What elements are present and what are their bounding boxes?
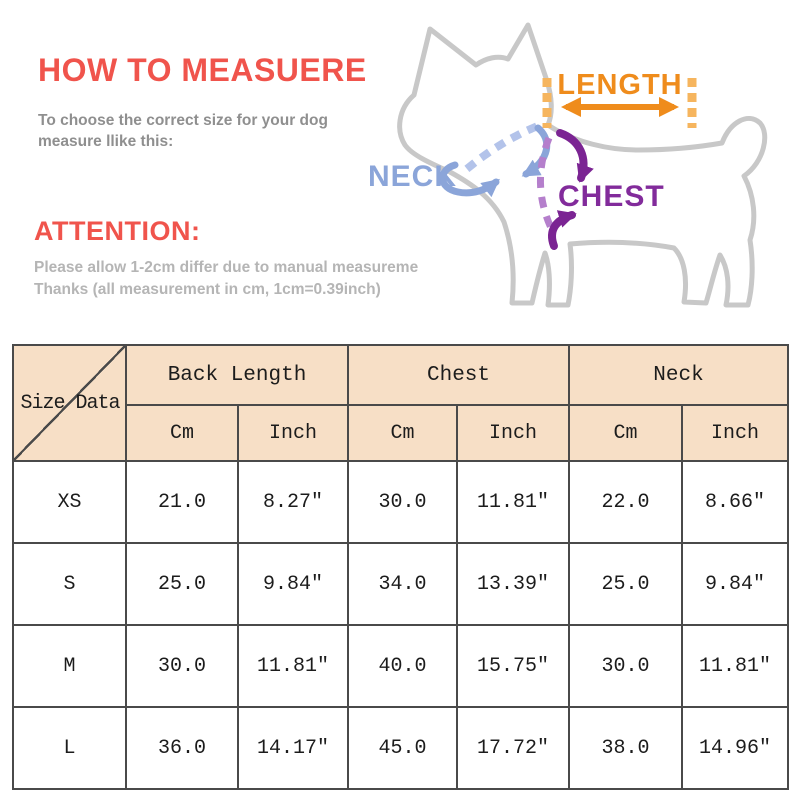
- size-cell: 22.0: [569, 461, 682, 543]
- size-cell: 38.0: [569, 707, 682, 789]
- measurement-diagram: [0, 0, 800, 340]
- neck-label: NECK: [368, 160, 458, 193]
- size-cell: 14.17″: [238, 707, 348, 789]
- attention-note-line2: Thanks (all measurement in cm, 1cm=0.39inch): [34, 281, 381, 298]
- col-group-chest: Chest: [348, 345, 569, 405]
- size-cell: 30.0: [569, 625, 682, 707]
- size-row-s: [13, 543, 788, 625]
- size-cell: 30.0: [126, 625, 238, 707]
- size-table-corner-label: Size Data: [20, 391, 120, 415]
- attention-note-line1: Please allow 1-2cm differ due to manual measureme: [34, 259, 419, 276]
- size-row-l: [13, 707, 788, 789]
- size-cell: 11.81″: [238, 625, 348, 707]
- unit-header-neck-cm: Cm: [569, 405, 682, 461]
- unit-header-chest-inch: Inch: [457, 405, 569, 461]
- chest-label: CHEST: [558, 180, 665, 213]
- size-cell: 36.0: [126, 707, 238, 789]
- size-cell: 45.0: [348, 707, 457, 789]
- size-table-corner: [13, 345, 126, 461]
- size-cell: 34.0: [348, 543, 457, 625]
- attention-title: ATTENTION:: [34, 216, 201, 246]
- size-label: L: [13, 707, 126, 789]
- intro-text-line2: measure llike this:: [38, 133, 174, 150]
- col-group-neck: Neck: [569, 345, 788, 405]
- size-cell: 8.66″: [682, 461, 788, 543]
- unit-header-chest-cm: Cm: [348, 405, 457, 461]
- size-label: S: [13, 543, 126, 625]
- size-cell: 25.0: [569, 543, 682, 625]
- unit-header-back-length-inch: Inch: [238, 405, 348, 461]
- size-cell: 17.72″: [457, 707, 569, 789]
- size-row-m: [13, 625, 788, 707]
- size-cell: 21.0: [126, 461, 238, 543]
- size-cell: 11.81″: [682, 625, 788, 707]
- page-title: HOW TO MEASUERE: [38, 52, 367, 88]
- size-cell: 15.75″: [457, 625, 569, 707]
- size-label: M: [13, 625, 126, 707]
- length-label: LENGTH: [557, 69, 683, 101]
- size-cell: 25.0: [126, 543, 238, 625]
- size-cell: 9.84″: [238, 543, 348, 625]
- size-row-xs: [13, 461, 788, 543]
- size-cell: 13.39″: [457, 543, 569, 625]
- size-label: XS: [13, 461, 126, 543]
- size-cell: 40.0: [348, 625, 457, 707]
- size-cell: 9.84″: [682, 543, 788, 625]
- size-cell: 8.27″: [238, 461, 348, 543]
- size-cell: 11.81″: [457, 461, 569, 543]
- intro-text-line1: To choose the correct size for your dog: [38, 112, 328, 129]
- size-cell: 30.0: [348, 461, 457, 543]
- col-group-back-length: Back Length: [126, 345, 348, 405]
- size-table: [12, 344, 789, 790]
- unit-header-back-length-cm: Cm: [126, 405, 238, 461]
- size-cell: 14.96″: [682, 707, 788, 789]
- unit-header-neck-inch: Inch: [682, 405, 788, 461]
